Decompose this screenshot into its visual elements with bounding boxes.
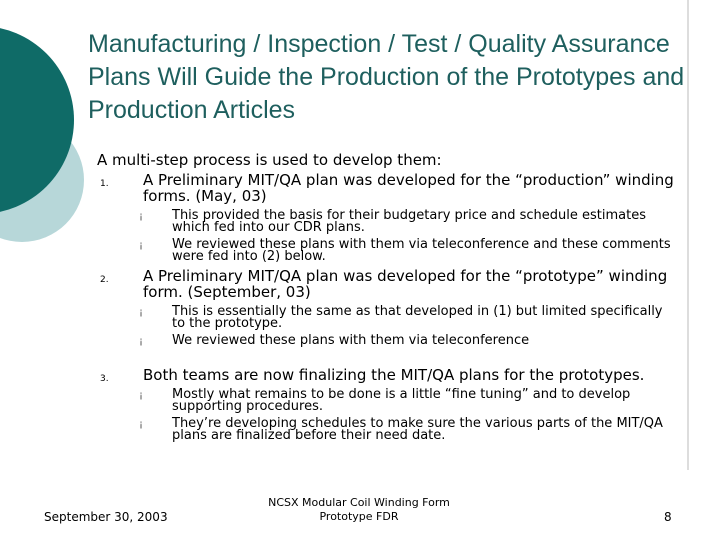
sub-item-text: Mostly what remains to be done is a little “fine tuning” and to develop supporting procedures. xyxy=(172,387,631,414)
sub-item-text: We reviewed these plans with them via teleconference and these comments were fed into (2) below. xyxy=(172,237,671,264)
sub-item-text: We reviewed these plans with them via teleconference xyxy=(172,333,530,348)
item-text: A Preliminary MIT/QA plan was developed for the “production” winding forms. (May, 03) xyxy=(143,171,674,205)
circle-bullet-icon: ¡ xyxy=(139,240,144,251)
circle-bullet-icon: ¡ xyxy=(139,390,144,401)
circle-bullet-icon: ¡ xyxy=(139,307,144,318)
sub-item xyxy=(97,210,677,234)
item-number: 3. xyxy=(100,374,109,384)
circle-bullet-icon: ¡ xyxy=(139,211,144,222)
slide-body xyxy=(97,152,677,447)
sub-item xyxy=(97,418,677,442)
subitems-1 xyxy=(97,210,677,263)
sub-item xyxy=(97,306,677,330)
item-text: Both teams are now finalizing the MIT/QA plans for the prototypes. xyxy=(143,366,645,384)
footer-date: September 30, 2003 xyxy=(44,510,168,524)
subitems-2 xyxy=(97,306,677,347)
slide-title: Manufacturing / Inspection / Test / Quality Assurance Plans Will Guide the Production of the Prototypes and Production Articles xyxy=(88,30,685,124)
list-item-2 xyxy=(97,268,677,300)
corner-decoration xyxy=(0,0,90,300)
subitems-3 xyxy=(97,389,677,442)
item-text: A Preliminary MIT/QA plan was developed for the “prototype” winding form. (September, 03) xyxy=(143,267,668,301)
list-item-3 xyxy=(97,367,677,383)
circle-bullet-icon: ¡ xyxy=(139,336,144,347)
item-number: 1. xyxy=(100,179,109,189)
intro-text: A multi-step process is used to develop them: xyxy=(97,151,442,169)
sub-item xyxy=(97,239,677,263)
sub-item-text: This is essentially the same as that developed in (1) but limited specifically to the prototype. xyxy=(172,304,663,331)
sub-item-text: This provided the basis for their budgetary price and schedule estimates which fed into our CDR plans. xyxy=(172,208,646,235)
list-item-1 xyxy=(97,172,677,204)
sub-item xyxy=(97,335,677,347)
page-number: 8 xyxy=(664,510,672,524)
item-number: 2. xyxy=(100,275,109,285)
sub-item xyxy=(97,389,677,413)
sub-item-text: They’re developing schedules to make sure the various parts of the MIT/QA plans are finalized before their need date. xyxy=(172,416,663,443)
circle-bullet-icon: ¡ xyxy=(139,419,144,430)
footer-title: NCSX Modular Coil Winding Form Prototype FDR xyxy=(268,496,450,523)
